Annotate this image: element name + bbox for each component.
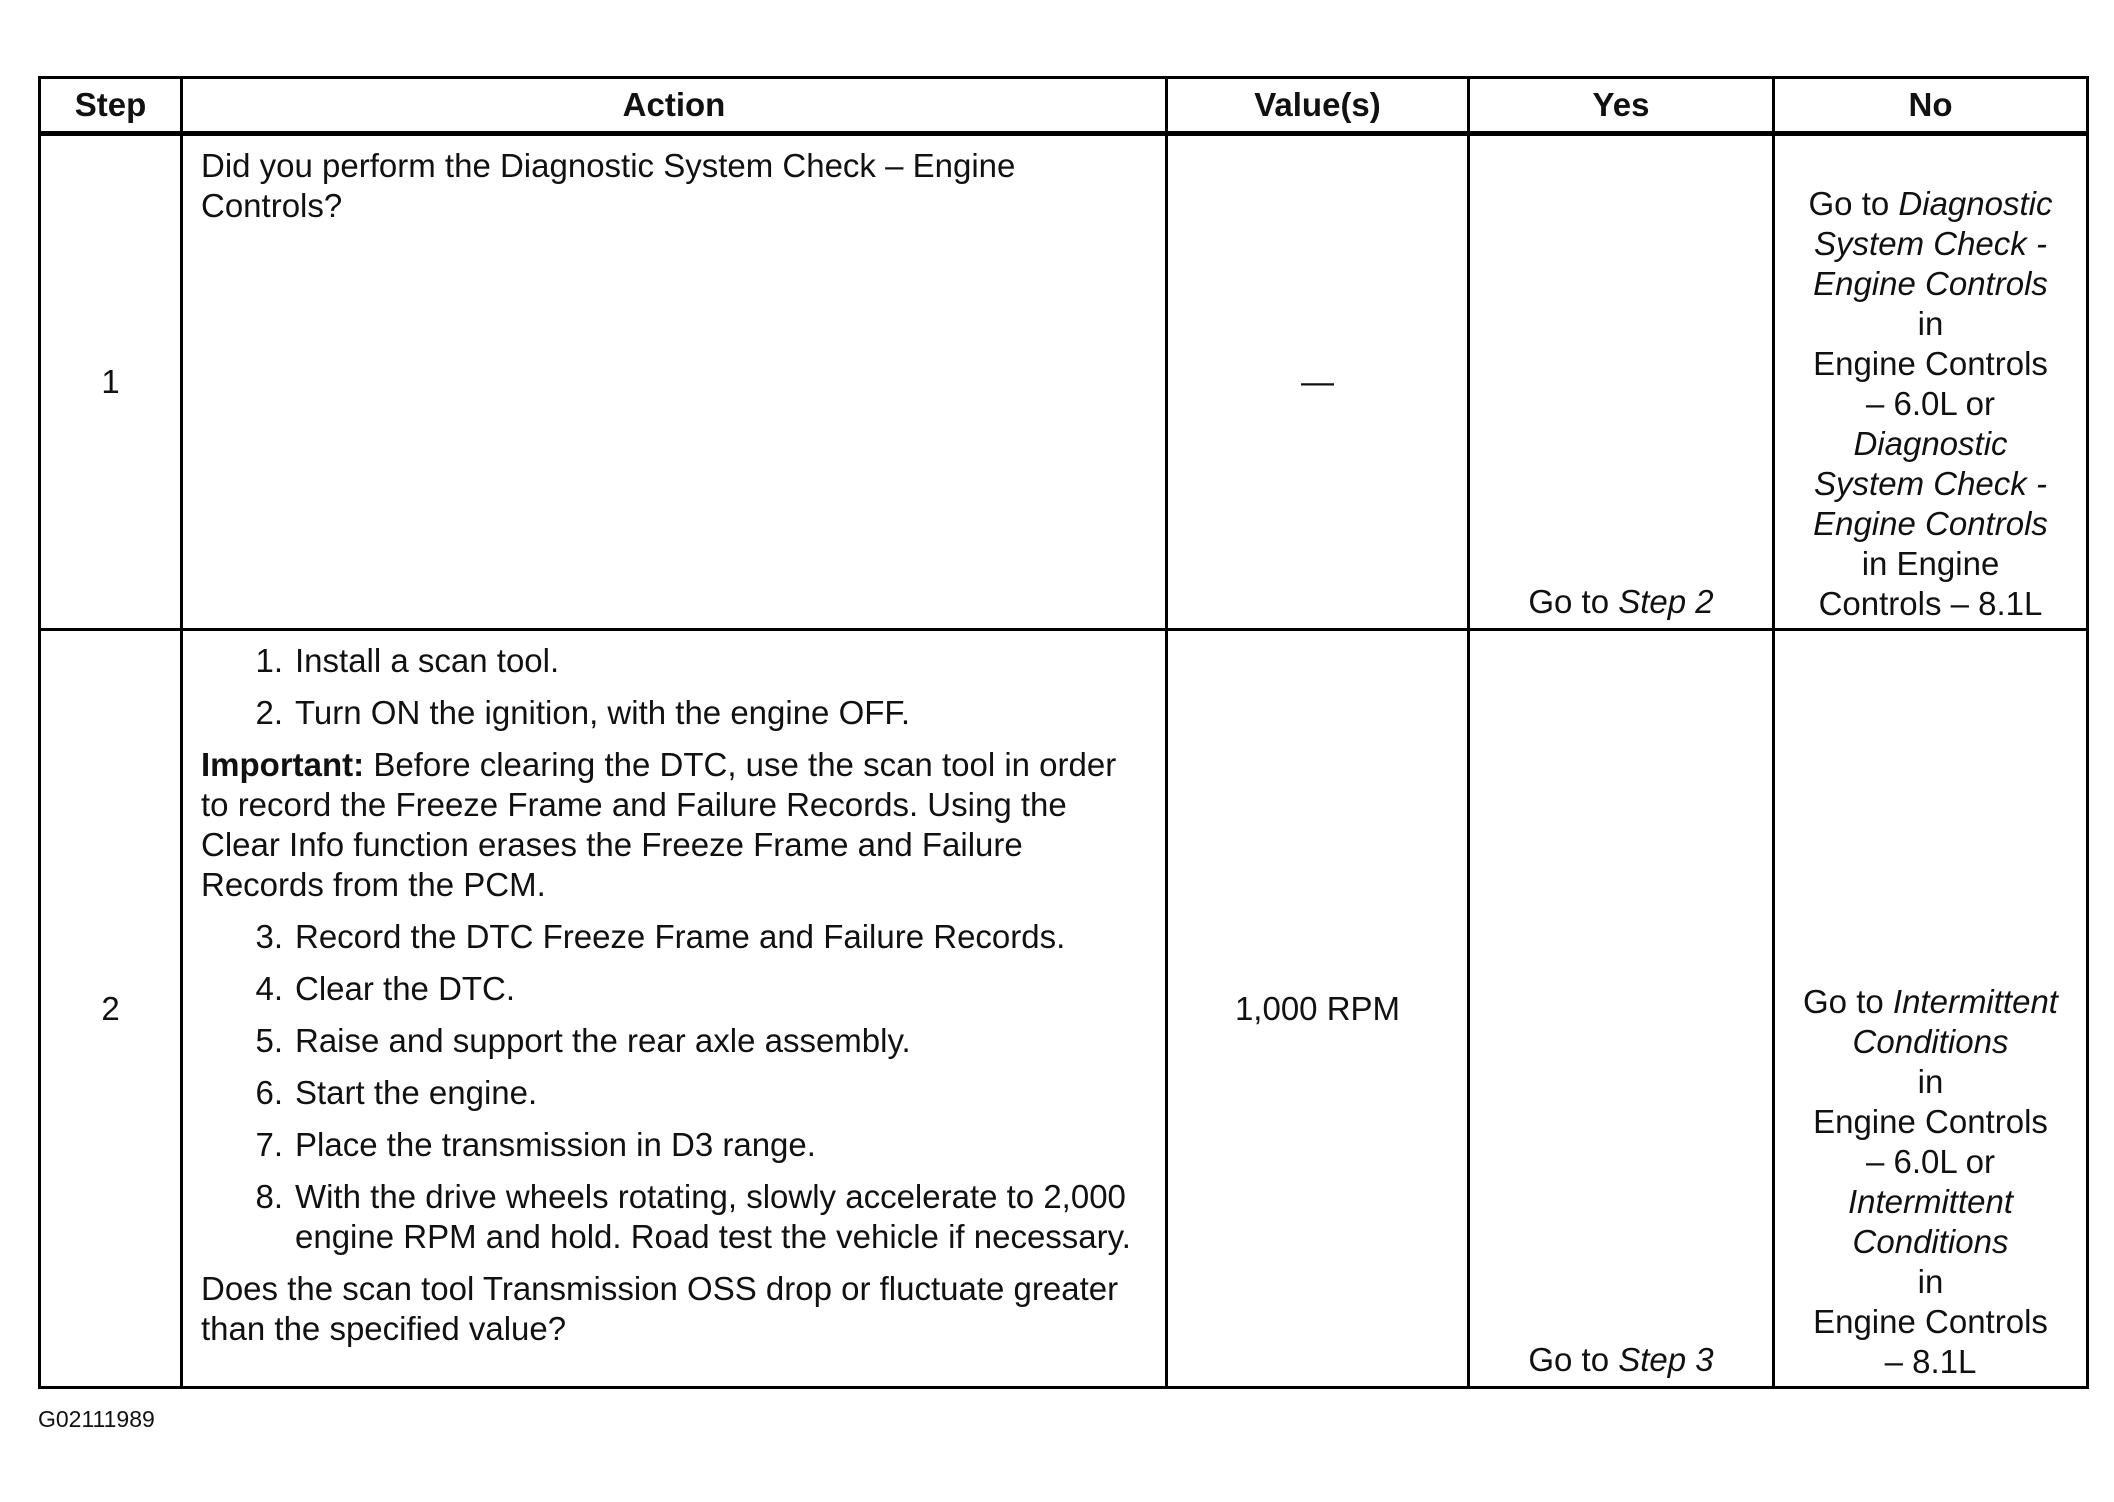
no-cell bbox=[1774, 630, 2088, 1388]
no-reference bbox=[1779, 184, 2082, 624]
value-cell: 1,000 RPM bbox=[1167, 630, 1469, 1388]
table-row bbox=[40, 630, 2088, 1388]
list-item bbox=[237, 1073, 1147, 1113]
no-text: Controls – 8.1L bbox=[1818, 585, 2043, 622]
yes-prefix: Go to bbox=[1528, 583, 1619, 620]
list-item-number: 8. bbox=[255, 1178, 283, 1215]
list-item-number: 3. bbox=[255, 918, 283, 955]
figure-id: G02111989 bbox=[38, 1406, 155, 1432]
list-item bbox=[237, 641, 1147, 681]
list-item bbox=[237, 969, 1147, 1009]
list-item-text: Turn ON the ignition, with the engine OFF. bbox=[295, 694, 911, 731]
action-question: Does the scan tool Transmission OSS drop or fluctuate greater than the specified value? bbox=[201, 1270, 1119, 1347]
no-link-text[interactable]: Engine Controls bbox=[1813, 265, 2048, 302]
list-item-text: Clear the DTC. bbox=[295, 970, 516, 1007]
no-text: in bbox=[1917, 305, 1944, 342]
no-link-text[interactable]: Engine Controls bbox=[1813, 505, 2048, 542]
no-text: – 8.1L bbox=[1884, 1343, 1977, 1380]
list-item-number: 4. bbox=[255, 970, 283, 1007]
no-link-text[interactable]: Conditions bbox=[1852, 1023, 2009, 1060]
no-link-text[interactable]: Intermittent bbox=[1847, 1183, 2014, 1220]
no-text: in bbox=[1917, 1063, 1944, 1100]
list-item bbox=[237, 1177, 1147, 1257]
no-link-text[interactable]: Conditions bbox=[1852, 1223, 2009, 1260]
yes-step-link[interactable]: Step 3 bbox=[1618, 1341, 1714, 1378]
list-item bbox=[237, 693, 1147, 733]
no-link-text[interactable]: Diagnostic bbox=[1898, 185, 2053, 222]
yes-cell bbox=[1469, 134, 1774, 630]
header-step: Step bbox=[40, 78, 182, 134]
list-item-number: 7. bbox=[255, 1126, 283, 1163]
step-number: 2 bbox=[40, 630, 182, 1388]
table-row bbox=[40, 134, 2088, 630]
no-text: Engine Controls bbox=[1813, 1303, 2048, 1340]
list-item-number: 6. bbox=[255, 1074, 283, 1111]
no-text: Engine Controls bbox=[1813, 1103, 2048, 1140]
step-number: 1 bbox=[40, 134, 182, 630]
header-action: Action bbox=[182, 78, 1167, 134]
important-label: Important: bbox=[201, 746, 365, 783]
list-item-text: Place the transmission in D3 range. bbox=[295, 1126, 816, 1163]
no-text: Go to bbox=[1808, 185, 1899, 222]
no-text: in Engine bbox=[1861, 545, 2000, 582]
no-link-text[interactable]: Intermittent bbox=[1892, 983, 2058, 1020]
no-text: in bbox=[1917, 1263, 1944, 1300]
diagnostic-table bbox=[38, 76, 2089, 1389]
table-header-row bbox=[40, 78, 2088, 134]
header-no: No bbox=[1774, 78, 2088, 134]
yes-cell bbox=[1469, 630, 1774, 1388]
value-cell: — bbox=[1167, 134, 1469, 630]
list-item-text: Start the engine. bbox=[295, 1074, 538, 1111]
no-link-text[interactable]: System Check - bbox=[1814, 225, 2047, 262]
important-text: Before clearing the DTC, use the scan tool in order to record the Freeze Frame and Failure Records. Using the Clear Info function erases the Freeze Frame and Failure Records from the PCM. bbox=[201, 746, 1117, 903]
list-item-text: Record the DTC Freeze Frame and Failure Records. bbox=[295, 918, 1066, 955]
list-item-text: Raise and support the rear axle assembly. bbox=[295, 1022, 911, 1059]
action-question: Did you perform the Diagnostic System Check – Engine Controls? bbox=[201, 147, 1016, 224]
list-item-text: With the drive wheels rotating, slowly accelerate to 2,000 engine RPM and hold. Road test the vehicle if necessary. bbox=[295, 1178, 1131, 1255]
no-text: Go to bbox=[1803, 983, 1893, 1020]
action-cell bbox=[182, 630, 1167, 1388]
no-text: – 6.0L or bbox=[1865, 385, 1996, 422]
list-item bbox=[237, 1125, 1147, 1165]
action-cell bbox=[182, 134, 1167, 630]
procedure-list-b bbox=[201, 917, 1147, 1257]
no-link-text[interactable]: Diagnostic bbox=[1853, 425, 2008, 462]
no-text: – 6.0L or bbox=[1865, 1143, 1996, 1180]
no-reference bbox=[1779, 982, 2082, 1382]
list-item-number: 5. bbox=[255, 1022, 283, 1059]
important-note bbox=[201, 745, 1147, 905]
list-item bbox=[237, 917, 1147, 957]
list-item-number: 2. bbox=[255, 694, 283, 731]
no-cell bbox=[1774, 134, 2088, 630]
header-yes: Yes bbox=[1469, 78, 1774, 134]
list-item bbox=[237, 1021, 1147, 1061]
yes-prefix: Go to bbox=[1528, 1341, 1619, 1378]
yes-step-link[interactable]: Step 2 bbox=[1618, 583, 1714, 620]
no-text: Engine Controls bbox=[1813, 345, 2048, 382]
no-link-text[interactable]: System Check - bbox=[1814, 465, 2047, 502]
list-item-number: 1. bbox=[255, 642, 283, 679]
procedure-list-a bbox=[201, 641, 1147, 733]
header-values: Value(s) bbox=[1167, 78, 1469, 134]
list-item-text: Install a scan tool. bbox=[295, 642, 560, 679]
